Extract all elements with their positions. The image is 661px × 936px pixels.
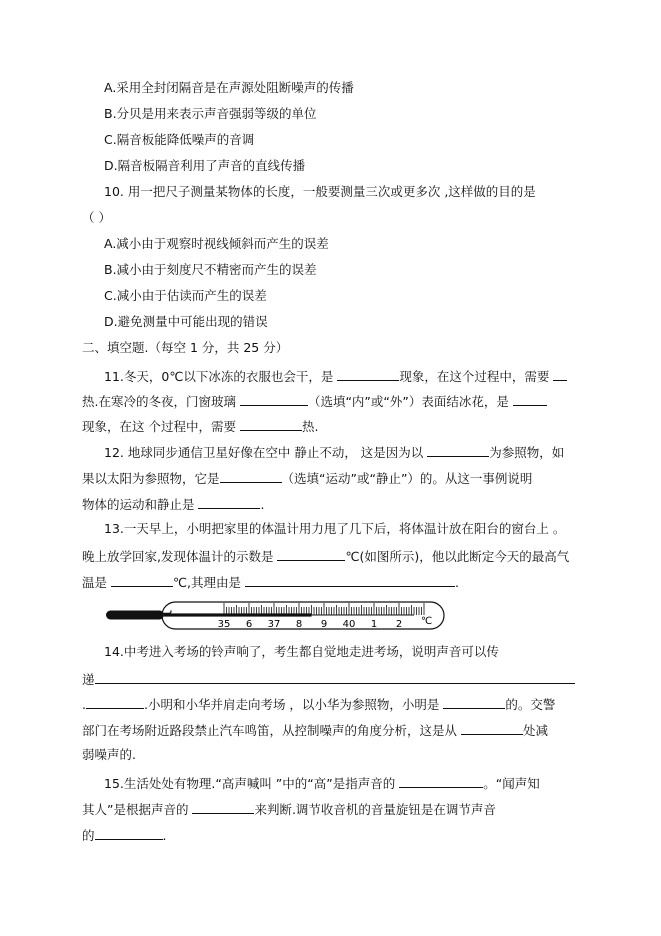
q13-text-3a: 温是 [82,575,111,590]
q10-stem: 10. 用一把尺子测量某物体的长度，一般要测量三次或更多次 ,这样做的目的是 [104,184,536,199]
q11-blank-5[interactable] [240,417,302,431]
q14-blank-2[interactable] [86,695,144,709]
q10-option-c: C.减小由于估读而产生的误差 [104,288,267,303]
q13-text-2a: 晚上放学回家,发现体温计的示数是 [82,549,278,564]
scale-label: 2 [395,619,403,630]
q13-line1: 13.一天早上，小明把家里的体温计用力甩了几下后，将体温计放在阳台的窗台上 。 [104,521,566,536]
q12-text-1b: 为参照物，如 [489,445,565,460]
q11-blank-3[interactable] [240,392,308,406]
q12-text-3b: . [260,497,265,512]
q9-option-b: B.分贝是用来表示声音强弱等级的单位 [104,106,317,121]
thermometer-bulb [106,611,164,620]
q15-text-3b: . [162,828,167,843]
thermometer-figure [104,600,449,632]
q15-text-1a: 15.生活处处有物理.“高声喊叫 ”中的“高”是指声音的 [104,776,400,791]
q11-text-3a: 现象，在这 个过程中，需要 [82,419,240,434]
q11-text-2b: （选填“内”或“外”）表面结冰花，是 [307,394,513,409]
q11-line2 [82,392,547,410]
q11-blank-4[interactable] [513,392,547,406]
q13-blank-1[interactable] [277,547,345,561]
q10-answer-paren: （ ） [82,210,111,225]
q14-blank-3[interactable] [443,695,505,709]
q14-text-3b: .小明和小华并肩走向考场 ，以小华为参照物，小明是 [143,697,444,712]
q14-line4 [82,721,548,739]
q9-option-d: D.隔音板隔音利用了声音的直线传播 [104,158,306,173]
q11-line3 [82,417,318,435]
q13-text-2b: ℃(如图所示)，他以此断定今天的最高气 [345,549,570,564]
scale-label: 6 [245,619,253,630]
q14-line3 [82,695,555,713]
scale-label: 8 [295,619,303,630]
q14-text-4b: 处减 [522,723,548,738]
q12-text-3a: 物体的运动和静止是 [82,497,199,512]
q15-text-3a: 的 [82,828,95,843]
q10-option-a: A.减小由于观察时视线倾斜而产生的误差 [104,236,329,251]
q14-line2 [82,670,575,688]
q11-text-3b: 热. [301,419,319,434]
q11-blank-1[interactable] [337,367,399,381]
q11-text-1b: 现象，在这个过程中，需要 [399,369,554,384]
q9-option-c: C.隔音板能降低噪声的音调 [104,132,255,147]
q14-line1: 14.中考进入考场的铃声响了，考生都自觉地走进考场，说明声音可以传 [104,644,499,659]
q12-blank-1[interactable] [427,443,489,457]
q14-line5: 弱噪声的. [82,747,136,762]
q10-option-b: B.减小由于刻度尺不精密而产生的误差 [104,262,317,277]
q14-blank-1[interactable] [95,670,575,684]
q14-text-3c: 的。交警 [505,697,556,712]
q14-text-3a: . [82,697,86,712]
q9-option-a: A.采用全封闭隔音是在声源处阻断噪声的传播 [104,80,354,95]
q15-text-2a: 其人”是根据声音的 [82,802,193,817]
q12-text-2a: 果以太阳为参照物，它是 [82,471,220,486]
scale-label: 40 [342,619,356,630]
q13-line2 [82,547,569,565]
q11-blank-2[interactable] [553,367,567,381]
q14-text-4: 部门在考场附近路段禁止汽车鸣笛，从控制噪声的角度分析，这是从 [82,723,461,738]
q12-line2 [82,469,532,487]
q15-line1 [104,774,540,792]
q15-text-2b: 来判断.调节收音机的音量旋钮是在调节声音 [254,802,496,817]
scale-label: 37 [267,619,281,630]
q15-blank-2[interactable] [192,800,254,814]
q10-option-d: D.避免测量中可能出现的错误 [104,314,268,329]
q14-blank-4[interactable] [461,721,523,735]
q11-line1 [104,367,567,385]
q15-line2 [82,800,496,818]
q12-blank-3[interactable] [198,495,260,509]
q12-text-2b: （选填“运动”或“静止”）的。从这一事例说明 [281,471,533,486]
q11-text-2a: 热.在寒冷的冬夜，门窗玻璃 [82,394,240,409]
scale-label: 9 [320,619,328,630]
q13-blank-2[interactable] [111,573,173,587]
q13-line3 [82,573,459,591]
q15-text-1b: 。“闻声知 [483,776,540,791]
scale-label: 1 [370,619,378,630]
q13-text-3b: ℃,其理由是 [172,575,245,590]
q14-text-2: 递 [82,672,95,687]
q13-text-3c: . [454,575,459,590]
q12-line1 [104,443,564,461]
q13-blank-3[interactable] [245,573,455,587]
q15-blank-3[interactable] [95,826,163,840]
q12-blank-2[interactable] [220,469,282,483]
section2-title: 二、填空题.（每空 1 分，共 25 分） [82,340,289,355]
q15-line3 [82,826,167,844]
thermometer-unit: ℃ [421,616,433,627]
q12-text-1a: 12. 地球同步通信卫星好像在空中 静止不动， 这是因为以 [104,445,428,460]
q15-blank-1[interactable] [399,774,483,788]
scale-label: 35 [217,619,231,630]
q12-line3 [82,495,264,513]
q11-text-1a: 11.冬天，0℃以下冰冻的衣服也会干，是 [104,369,338,384]
